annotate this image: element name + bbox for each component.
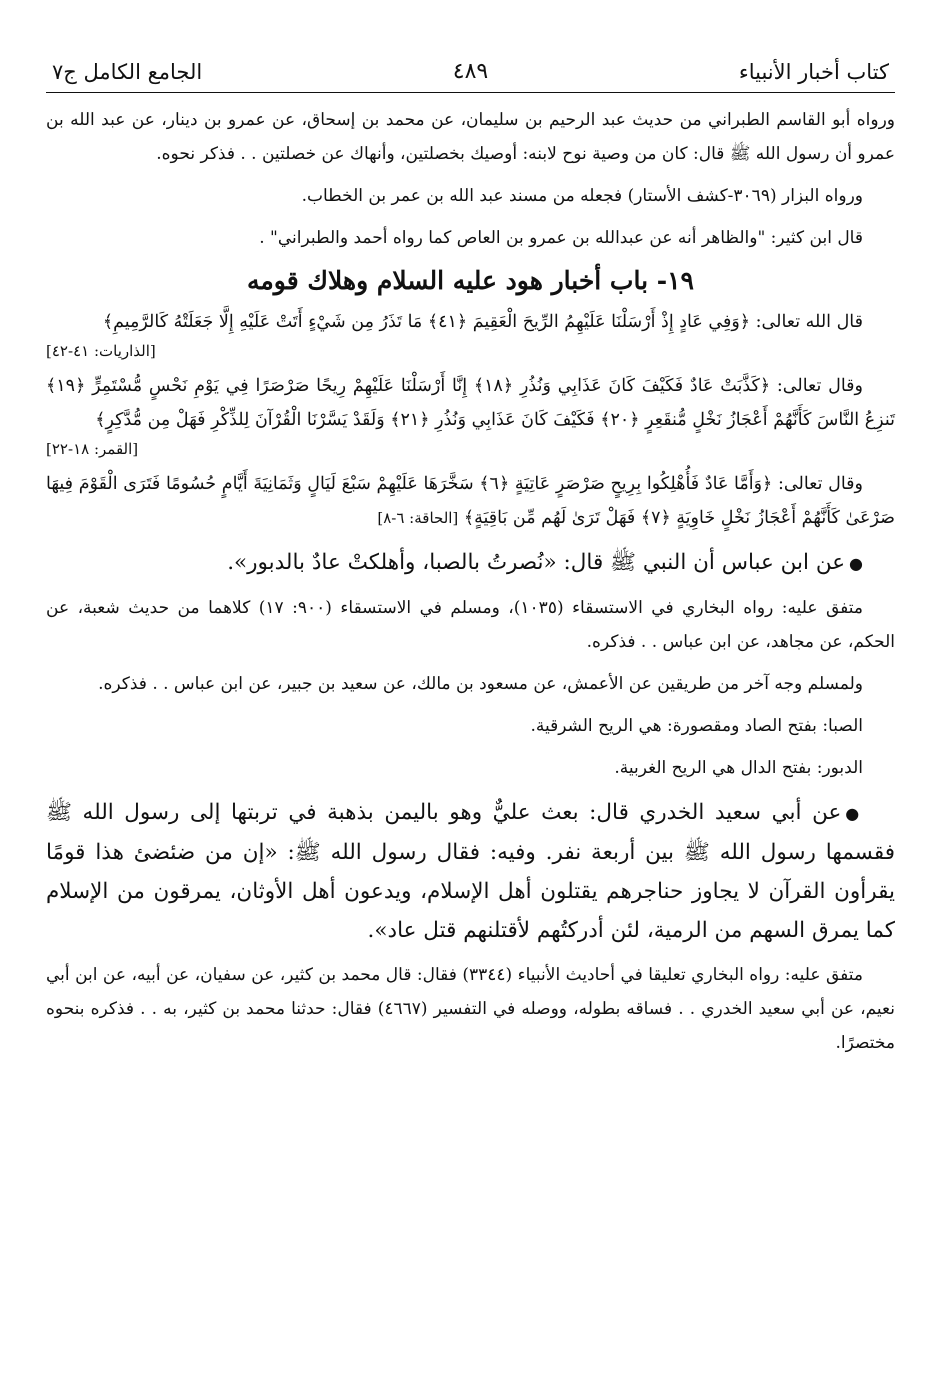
- verse-block-3: [46, 467, 895, 535]
- hadith-1-body: عن ابن عباس أن النبي ﷺ قال: «نُصرتُ بالصبا، وأهلكتْ عادٌ بالدبور».: [227, 550, 846, 575]
- chapter-title: ١٩- باب أخبار هود عليه السلام وهلاك قومه: [247, 266, 694, 295]
- page-header: [46, 58, 895, 93]
- verse-text: ﴿وَأَمَّا عَادٌ فَأُهْلِكُوا بِرِيحٍ صَرْصَرٍ عَاتِيَةٍ ﴿٦﴾ سَخَّرَهَا عَلَيْهِمْ سَبْعَ لَيَالٍ وَثَمَانِيَةَ أَيَّامٍ حُسُومًا فَتَرَى الْقَوْمَ فِيهَا صَرْعَىٰ كَأَنَّهُمْ أَعْجَازُ نَخْلٍ خَاوِيَةٍ ﴿٧﴾ فَهَلْ تَرَىٰ لَهُم مِّن بَاقِيَةٍ﴾: [46, 474, 895, 528]
- verse-block-2: [46, 369, 895, 437]
- intro-paragraph-1: ورواه أبو القاسم الطبراني من حديث عبد الرحيم بن سليمان، عن محمد بن إسحاق، عن عمرو بن دينار، عن عبد الله بن عمرو أن رسول الله ﷺ قال: كان من وصية نوح لابنه: أوصيك بخصلتين، وأنهاك عن خصلتين . . فذكر نحوه.: [46, 110, 895, 164]
- hadith-2-text: [46, 793, 895, 950]
- book-title: كتاب أخبار الأنبياء: [738, 60, 889, 84]
- verse-text: ﴿وَفِي عَادٍ إِذْ أَرْسَلْنَا عَلَيْهِمُ الرِّيحَ الْعَقِيمَ ﴿٤١﴾ مَا تَذَرُ مِن شَيْءٍ أَتَتْ عَلَيْهِ إِلَّا جَعَلَتْهُ كَالرَّمِيمِ﴾: [102, 312, 751, 332]
- gloss-saba: الصبا: بفتح الصاد ومقصورة: هي الريح الشرقية.: [530, 716, 863, 736]
- verse-citation: [الذاريات: ٤١-٤٢]: [46, 342, 156, 360]
- verse-citation: [الحاقة: ٦-٨]: [377, 509, 459, 527]
- hadith-1-text: [46, 543, 895, 583]
- bullet-icon: ●: [849, 554, 863, 573]
- verse-text: ﴿كَذَّبَتْ عَادٌ فَكَيْفَ كَانَ عَذَابِي وَنُذُرِ ﴿١٨﴾ إِنَّا أَرْسَلْنَا عَلَيْهِمْ رِيحًا صَرْصَرًا فِي يَوْمِ نَحْسٍ مُّسْتَمِرٍّ ﴿١٩﴾ تَنزِعُ النَّاسَ كَأَنَّهُمْ أَعْجَازُ نَخْلٍ مُّنقَعِرٍ ﴿٢٠﴾ فَكَيْفَ كَانَ عَذَابِي وَنُذُرِ ﴿٢١﴾ وَلَقَدْ يَسَّرْنَا الْقُرْآنَ لِلذِّكْرِ فَهَلْ مِن مُّدَّكِرٍ﴾: [46, 376, 895, 430]
- volume-title: الجامع الكامل ج٧: [52, 60, 203, 84]
- verse-block-1: [46, 305, 895, 339]
- verse-intro: وقال تعالى:: [778, 474, 863, 494]
- bullet-icon: ●: [845, 804, 863, 823]
- intro-paragraph-2: ورواه البزار (٣٠٦٩-كشف الأستار) فجعله من مسند عبد الله بن عمر بن الخطاب.: [301, 186, 863, 206]
- verse-intro: قال الله تعالى:: [755, 312, 863, 332]
- verse-intro: وقال تعالى:: [776, 376, 863, 396]
- gloss-dabur: الدبور: بفتح الدال هي الريح الغربية.: [614, 758, 863, 778]
- verse-citation: [القمر: ١٨-٢٢]: [46, 440, 139, 458]
- page-number: ٤٨٩: [452, 59, 489, 84]
- hadith-1-takhrij: متفق عليه: رواه البخاري في الاستسقاء (١٠٣٥)، ومسلم في الاستسقاء (٩٠٠: ١٧) كلاهما من حديث شعبة، عن الحكم، عن مجاهد، عن ابن عباس . . فذكره.: [46, 598, 895, 652]
- hadith-1-note: ولمسلم وجه آخر من طريقين عن الأعمش، عن مسعود بن مالك، عن سعيد بن جبير، عن ابن عباس . . فذكره.: [98, 674, 863, 694]
- hadith-2-body: عن أبي سعيد الخدري قال: بعث عليٌّ وهو باليمن بذهبة في تربتها إلى رسول الله ﷺ فقسمها رسول الله ﷺ بين أربعة نفر. وفيه: فقال رسول الله ﷺ: «إن من ضئضئ هذا قومًا يقرأون القرآن لا يجاوز حناجرهم يقتلون أهل الإسلام، ويدعون أهل الأوثان، يمرقون من الإسلام كما يمرق السهم من الرمية، لئن أدركتُهم لأقتلنهم قتل عاد».: [46, 800, 895, 943]
- hadith-2-takhrij: متفق عليه: رواه البخاري تعليقا في أحاديث الأنبياء (٣٣٤٤) فقال: قال محمد بن كثير، عن سفيان، عن أبيه، عن ابن أبي نعيم، عن أبي سعيد الخدري . . فساقه بطوله، ووصله في التفسير (٤٦٦٧) فقال: حدثنا محمد بن كثير، به . . فذكره بنحوه مختصرًا.: [46, 965, 895, 1053]
- intro-paragraph-3: قال ابن كثير: "والظاهر أنه عن عبدالله بن عمرو بن العاص كما رواه أحمد والطبراني" .: [259, 228, 863, 248]
